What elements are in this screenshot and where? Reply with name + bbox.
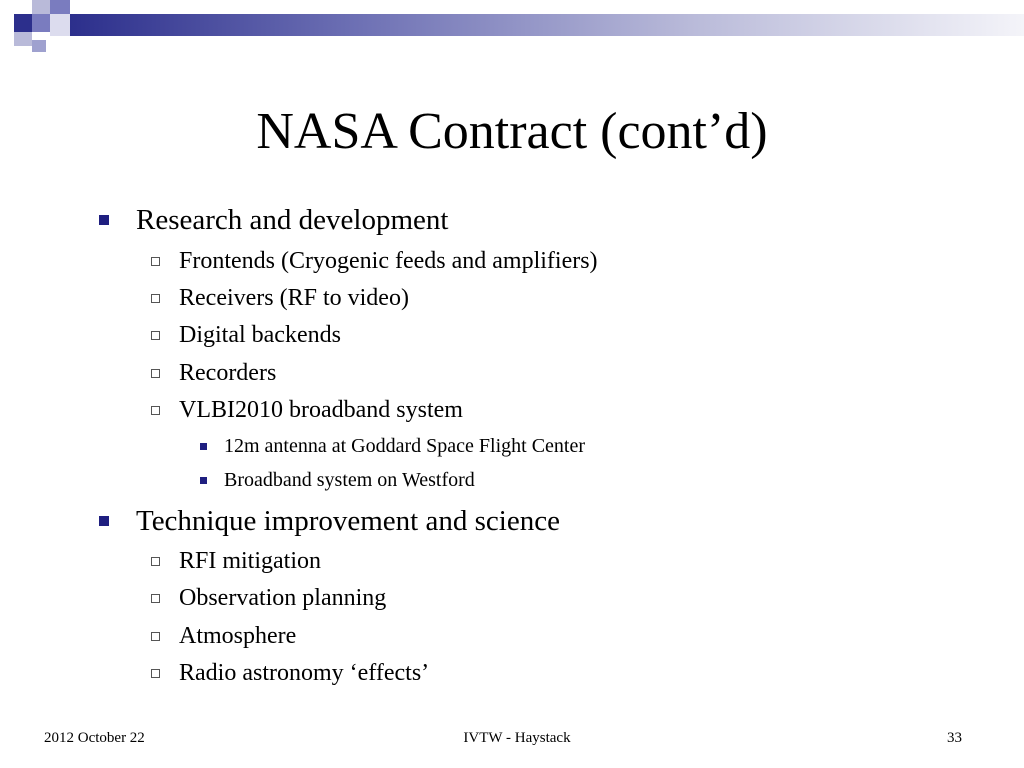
bullet-level2: RFI mitigation xyxy=(179,548,322,574)
bullet-level1: Research and development xyxy=(136,204,449,236)
bullet-level1: Technique improvement and science xyxy=(136,505,560,537)
bullet-level2: Observation planning xyxy=(179,585,387,611)
footer-date: 2012 October 22 xyxy=(44,730,145,746)
bullet-level2: Radio astronomy ‘effects’ xyxy=(179,660,430,686)
hollow-square-bullet-icon xyxy=(151,594,160,603)
square-bullet-icon xyxy=(200,443,207,450)
hollow-square-bullet-icon xyxy=(151,369,160,378)
slide-title: NASA Contract (cont’d) xyxy=(256,103,768,160)
bullet-level2: Recorders xyxy=(179,360,277,386)
hollow-square-bullet-icon xyxy=(151,632,160,641)
bullet-level2: Atmosphere xyxy=(179,623,297,649)
bullet-level2: Digital backends xyxy=(179,322,341,348)
square-bullet-icon xyxy=(99,516,109,526)
hollow-square-bullet-icon xyxy=(151,294,160,303)
bullet-level2: Receivers (RF to video) xyxy=(179,285,409,311)
slide-number: 33 xyxy=(947,730,962,746)
square-bullet-icon xyxy=(200,477,207,484)
hollow-square-bullet-icon xyxy=(151,669,160,678)
footer-center-text: IVTW - Haystack xyxy=(463,730,571,746)
bullet-level2: VLBI2010 broadband system xyxy=(179,397,463,423)
hollow-square-bullet-icon xyxy=(151,331,160,340)
hollow-square-bullet-icon xyxy=(151,406,160,415)
bullet-level3: 12m antenna at Goddard Space Flight Center xyxy=(224,435,586,457)
bullet-level2: Frontends (Cryogenic feeds and amplifiers) xyxy=(179,248,598,274)
bullet-level3: Broadband system on Westford xyxy=(224,469,475,491)
hollow-square-bullet-icon xyxy=(151,557,160,566)
hollow-square-bullet-icon xyxy=(151,257,160,266)
square-bullet-icon xyxy=(99,215,109,225)
